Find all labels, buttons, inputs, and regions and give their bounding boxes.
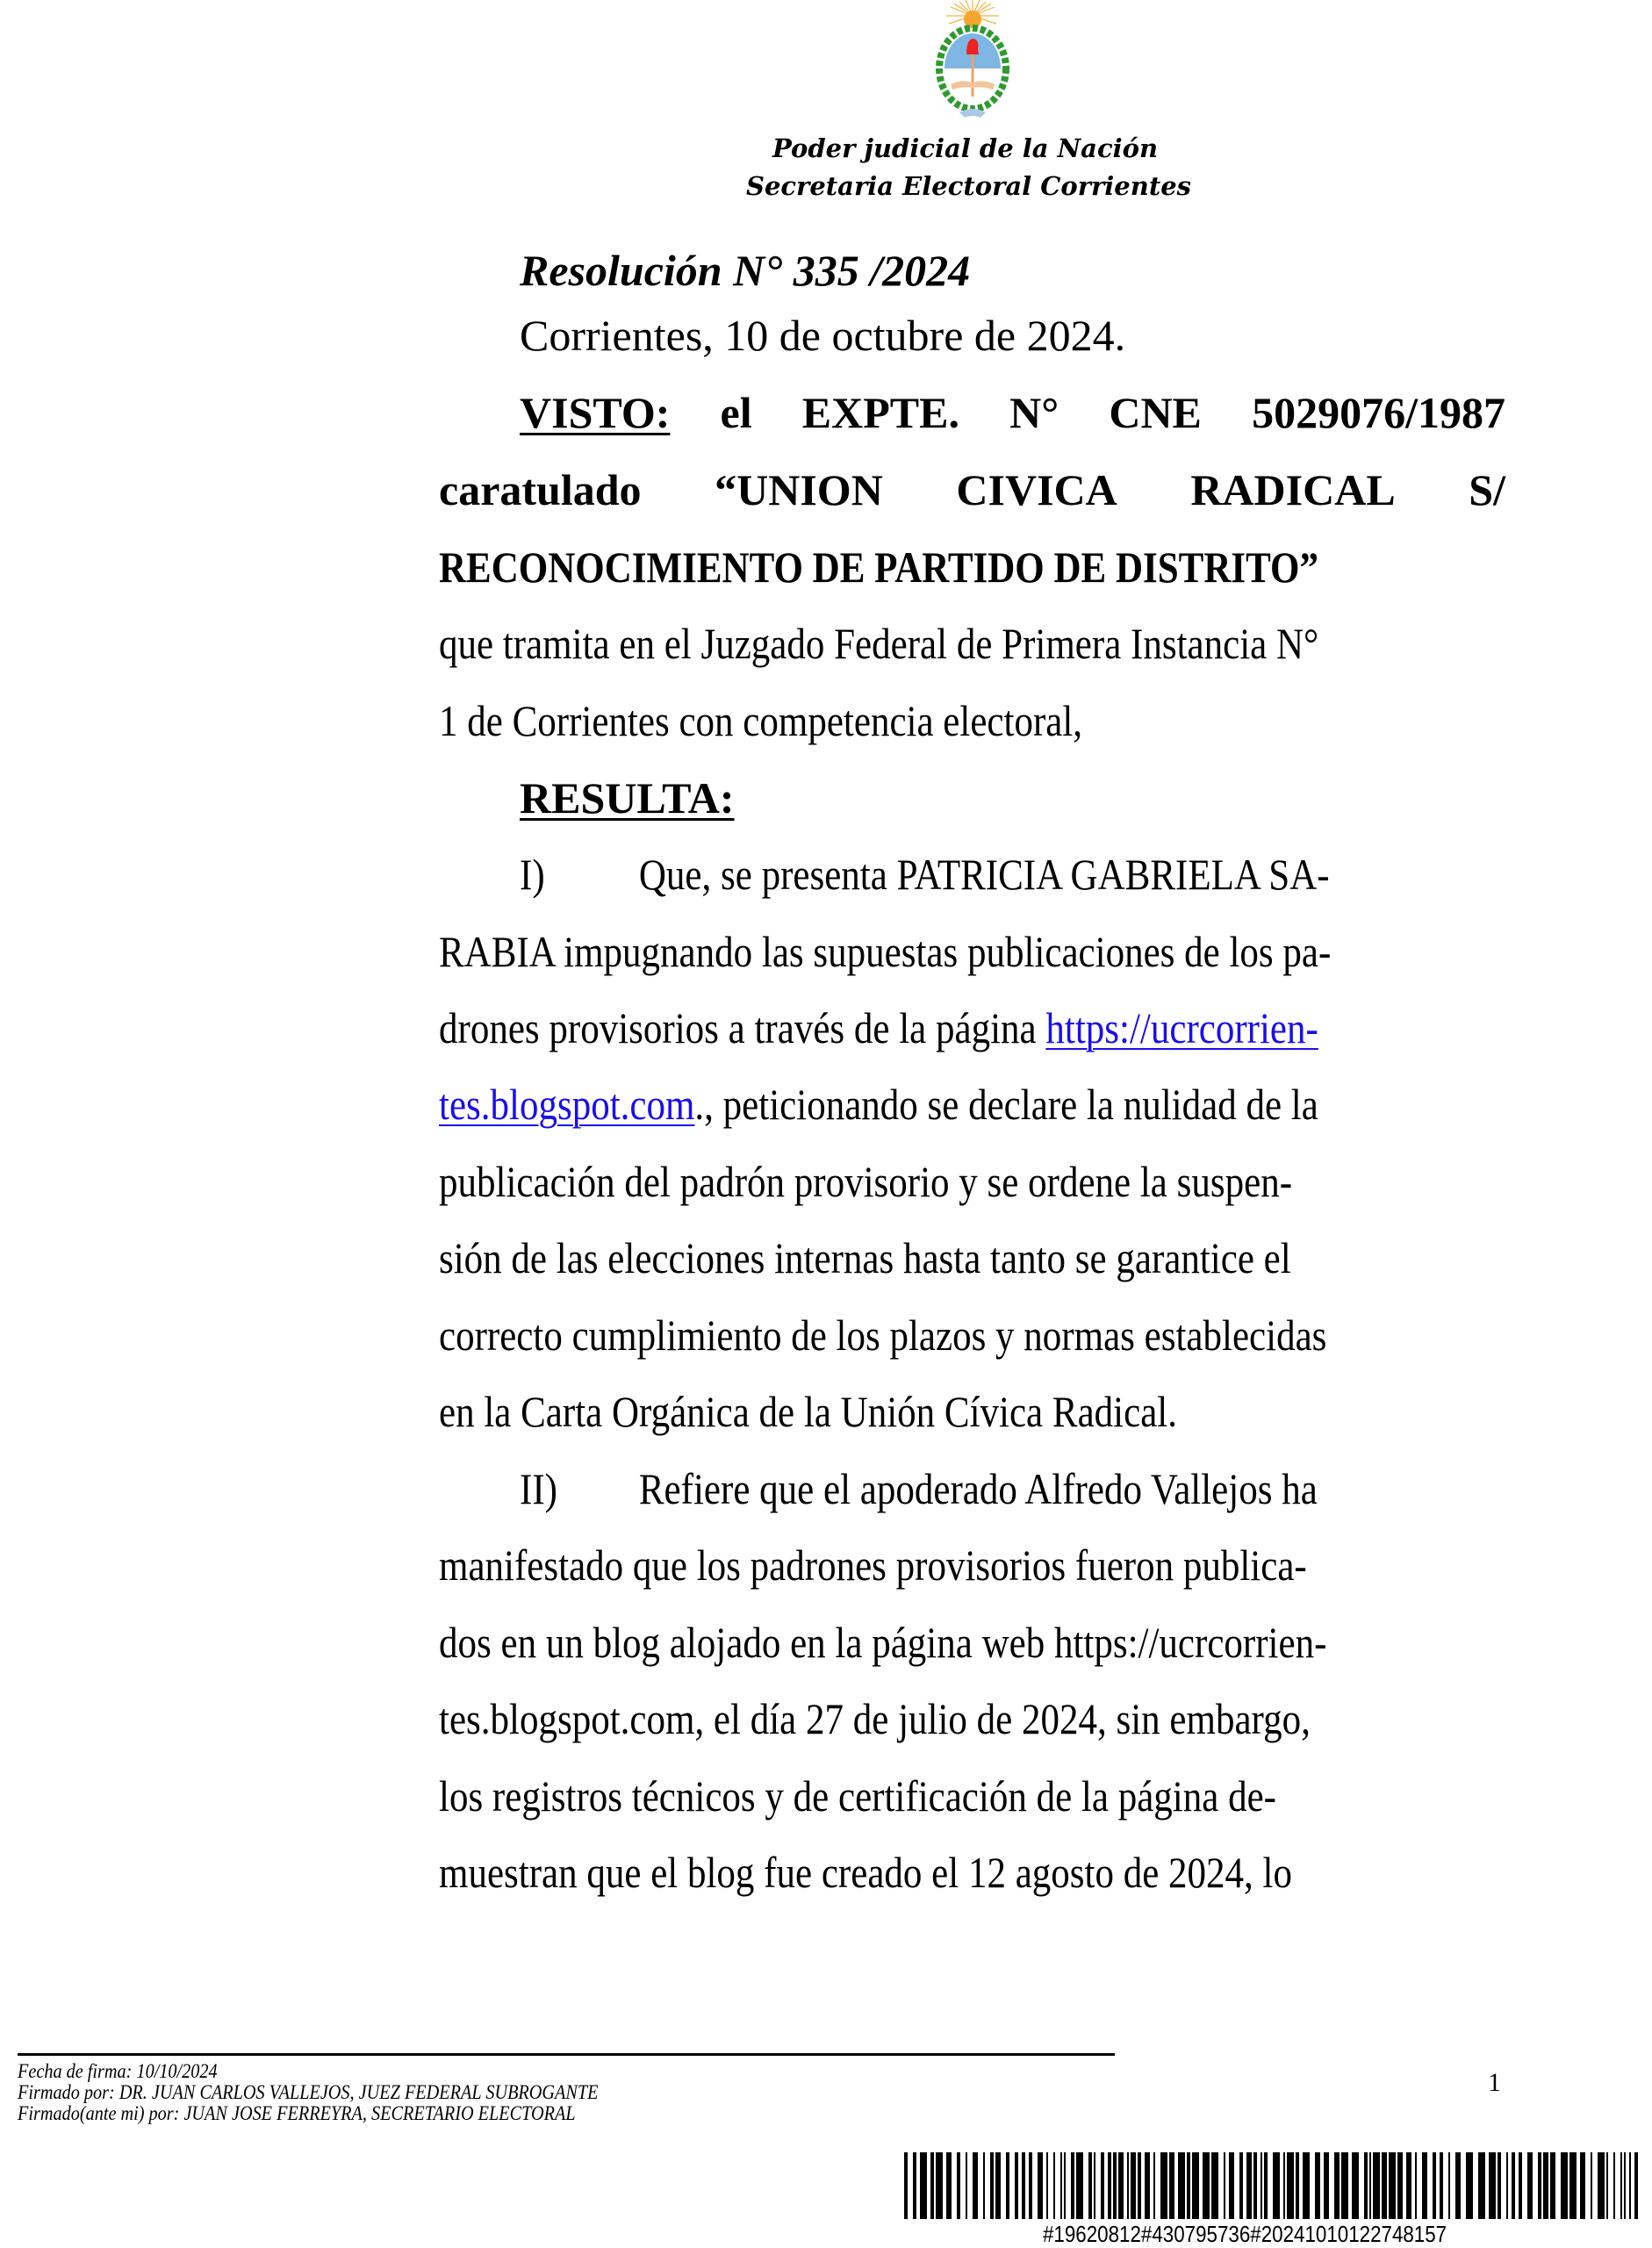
paragraph-numeral: II) xyxy=(520,1464,557,1513)
sun-icon xyxy=(946,0,999,28)
barcode-bar xyxy=(1606,2152,1608,2219)
barcode-bar xyxy=(1373,2152,1380,2219)
barcode-bar xyxy=(913,2152,916,2219)
body-line: drones provisorios a través de la página https://ucrcorrien- xyxy=(439,1003,1318,1052)
signature-date: Fecha de firma: 10/10/2024 xyxy=(18,2060,218,2082)
barcode-bar xyxy=(930,2152,934,2219)
visto-line: VISTO: el EXPTE. N° CNE 5029076/1987 xyxy=(520,388,1505,437)
barcode-bar xyxy=(1060,2152,1062,2219)
barcode-bar xyxy=(1178,2152,1185,2219)
paragraph-1-first-line: I) Que, se presenta PATRICIA GABRIELA SA- xyxy=(520,850,1330,899)
barcode-bar xyxy=(1341,2152,1348,2219)
barcode-bar xyxy=(1506,2152,1508,2219)
barcode-bar xyxy=(1569,2152,1577,2219)
barcode-bar xyxy=(1527,2152,1533,2219)
barcode-bar xyxy=(1512,2152,1515,2219)
barcode-bar xyxy=(1382,2152,1387,2219)
barcode-bar xyxy=(1022,2152,1025,2219)
barcode-bar xyxy=(1478,2152,1485,2219)
body-line: los registros técnicos y de certificación de la página de- xyxy=(439,1771,1276,1821)
barcode-bar xyxy=(1543,2152,1548,2219)
barcode-bar xyxy=(1088,2152,1092,2219)
barcode-bar xyxy=(1229,2152,1234,2219)
barcode-bar xyxy=(1015,2152,1018,2219)
blog-link-continuation[interactable]: tes.blogspot.com xyxy=(439,1080,695,1129)
court-name: Poder judicial de la Nación xyxy=(772,133,1159,163)
footer-divider xyxy=(18,2053,1115,2056)
barcode-bar xyxy=(1273,2152,1280,2219)
body-line: dos en un blog alojado en la página web https://ucrcorrien- xyxy=(439,1618,1327,1667)
blog-link[interactable]: https://ucrcorrien- xyxy=(1045,1003,1318,1052)
barcode-bar xyxy=(1364,2152,1368,2219)
barcode-bar xyxy=(1071,2152,1074,2219)
barcode-bar xyxy=(1113,2152,1117,2219)
barcode-bar xyxy=(1406,2152,1411,2219)
barcode-bar xyxy=(1352,2152,1359,2219)
resulta-heading: RESULTA: xyxy=(520,773,735,822)
barcode-bar xyxy=(1624,2152,1626,2219)
barcode-bar xyxy=(946,2152,952,2219)
coat-of-arms-icon xyxy=(917,0,1028,123)
barcode-bar xyxy=(1296,2152,1299,2219)
body-line: 1 de Corrientes con competencia electoral, xyxy=(439,696,1083,745)
barcode-bar xyxy=(1415,2152,1417,2219)
barcode-bar xyxy=(983,2152,985,2219)
barcode-bar xyxy=(1389,2152,1396,2219)
barcode-bar xyxy=(1397,2152,1403,2219)
visto-label: VISTO: xyxy=(520,388,671,437)
barcode-bar xyxy=(1053,2152,1055,2219)
barcode-bar xyxy=(1613,2152,1615,2219)
barcode-bar xyxy=(1369,2152,1371,2219)
barcode-bar xyxy=(1324,2152,1329,2219)
barcode-bar xyxy=(1580,2152,1585,2219)
barcode-bar xyxy=(1264,2152,1268,2219)
barcode-bar xyxy=(1334,2152,1340,2219)
barcode-bar xyxy=(1287,2152,1294,2219)
body-line: RABIA impugnando las supuestas publicaciones de los pa- xyxy=(439,927,1332,976)
barcode-bar xyxy=(1076,2152,1083,2219)
barcode-bar xyxy=(1203,2152,1210,2219)
barcode-bar xyxy=(1315,2152,1320,2219)
barcode-bar xyxy=(1145,2152,1150,2219)
barcode-bar xyxy=(1303,2152,1310,2219)
barcode-bar xyxy=(1283,2152,1285,2219)
barcode-bar xyxy=(1489,2152,1496,2219)
caratulado-line: caratulado “UNION CIVICA RADICAL S/ xyxy=(439,465,1505,514)
barcode-bar xyxy=(1046,2152,1048,2219)
barcode-bar xyxy=(1138,2152,1141,2219)
barcode-bar xyxy=(1634,2152,1638,2219)
barcode-bar xyxy=(995,2152,1001,2219)
body-line: muestran que el blog fue creado el 12 agosto de 2024, lo xyxy=(439,1848,1293,1897)
barcode-bar xyxy=(990,2152,994,2219)
barcode-bar xyxy=(1253,2152,1257,2219)
office-name: Secretaria Electoral Corrientes xyxy=(746,171,1192,201)
body-line: en la Carta Orgánica de la Unión Cívica Radical. xyxy=(439,1387,1177,1436)
barcode-bar xyxy=(1160,2152,1167,2219)
barcode-bar xyxy=(1131,2152,1136,2219)
barcode-bar xyxy=(1466,2152,1473,2219)
barcode-bar xyxy=(1440,2152,1443,2219)
barcode-bar xyxy=(1064,2152,1066,2219)
barcode-bar xyxy=(920,2152,927,2219)
barcode-bar xyxy=(1169,2152,1174,2219)
signed-before: Firmado(ante mi) por: JUAN JOSE FERREYRA, SECRETARIO ELECTORAL xyxy=(18,2102,576,2124)
body-line: que tramita en el Juzgado Federal de Primera Instancia N° xyxy=(439,619,1319,668)
barcode-bar xyxy=(1261,2152,1262,2219)
barcode-bar xyxy=(1519,2152,1522,2219)
barcode-bar xyxy=(1498,2152,1501,2219)
body-line: tes.blogspot.com, el día 27 de julio de 2024, sin embargo, xyxy=(439,1694,1311,1743)
page-number: 1 xyxy=(1488,2068,1501,2097)
barcode-bar xyxy=(1448,2152,1450,2219)
barcode-bar xyxy=(973,2152,978,2219)
barcode-bar xyxy=(1620,2152,1622,2219)
barcode-bar xyxy=(1192,2152,1199,2219)
barcode-bar xyxy=(1455,2152,1461,2219)
paragraph-numeral: I) xyxy=(520,850,545,899)
barcode-bar xyxy=(1153,2152,1155,2219)
barcode-icon xyxy=(904,2152,1646,2219)
barcode-bar xyxy=(1118,2152,1124,2219)
barcode-bar xyxy=(1239,2152,1243,2219)
barcode-text: #19620812#430795736#20241010122748157 xyxy=(1043,2221,1447,2247)
barcode-bar xyxy=(1433,2152,1436,2219)
barcode-bar xyxy=(957,2152,960,2219)
barcode-bar xyxy=(1550,2152,1555,2219)
barcode-bar xyxy=(1538,2152,1541,2219)
body-line: manifestado que los padrones provisorios fueron publica- xyxy=(439,1541,1307,1590)
body-line: publicación del padrón provisorio y se ordene la suspen- xyxy=(439,1157,1293,1206)
barcode-bar xyxy=(1598,2152,1605,2219)
barcode-bar xyxy=(1422,2152,1427,2219)
barcode-bar xyxy=(1108,2152,1111,2219)
resolution-date: Corrientes, 10 de octubre de 2024. xyxy=(520,311,1126,360)
paragraph-2-first-line: II) Refiere que el apoderado Alfredo Vallejos ha xyxy=(520,1464,1318,1513)
barcode-bar xyxy=(1187,2152,1190,2219)
body-line: sión de las elecciones internas hasta tanto se garantice el xyxy=(439,1233,1291,1282)
body-line: tes.blogspot.com., peticionando se declare la nulidad de la xyxy=(439,1080,1318,1129)
case-title-line: RECONOCIMIENTO DE PARTIDO DE DISTRITO” xyxy=(439,542,1319,592)
barcode-bar xyxy=(1029,2152,1032,2219)
barcode-bar xyxy=(966,2152,967,2219)
barcode-bar xyxy=(1006,2152,1009,2219)
barcode-bar xyxy=(904,2152,908,2219)
barcode-bar xyxy=(1038,2152,1043,2219)
barcode-bar xyxy=(1561,2152,1568,2219)
barcode-bar xyxy=(1101,2152,1104,2219)
barcode-bar xyxy=(1224,2152,1225,2219)
resolution-title: Resolución N° 335 /2024 xyxy=(520,246,971,295)
barcode-bar xyxy=(1246,2152,1252,2219)
signed-by: Firmado por: DR. JUAN CARLOS VALLEJOS, JUEZ FEDERAL SUBROGANTE xyxy=(18,2081,599,2103)
barcode-bar xyxy=(1629,2152,1631,2219)
barcode-bar xyxy=(1127,2152,1129,2219)
barcode-bar xyxy=(1211,2152,1218,2219)
body-line: correcto cumplimiento de los plazos y normas establecidas xyxy=(439,1311,1327,1360)
barcode-bar xyxy=(1094,2152,1095,2219)
barcode-bar xyxy=(1591,2152,1592,2219)
barcode-bar xyxy=(936,2152,943,2219)
